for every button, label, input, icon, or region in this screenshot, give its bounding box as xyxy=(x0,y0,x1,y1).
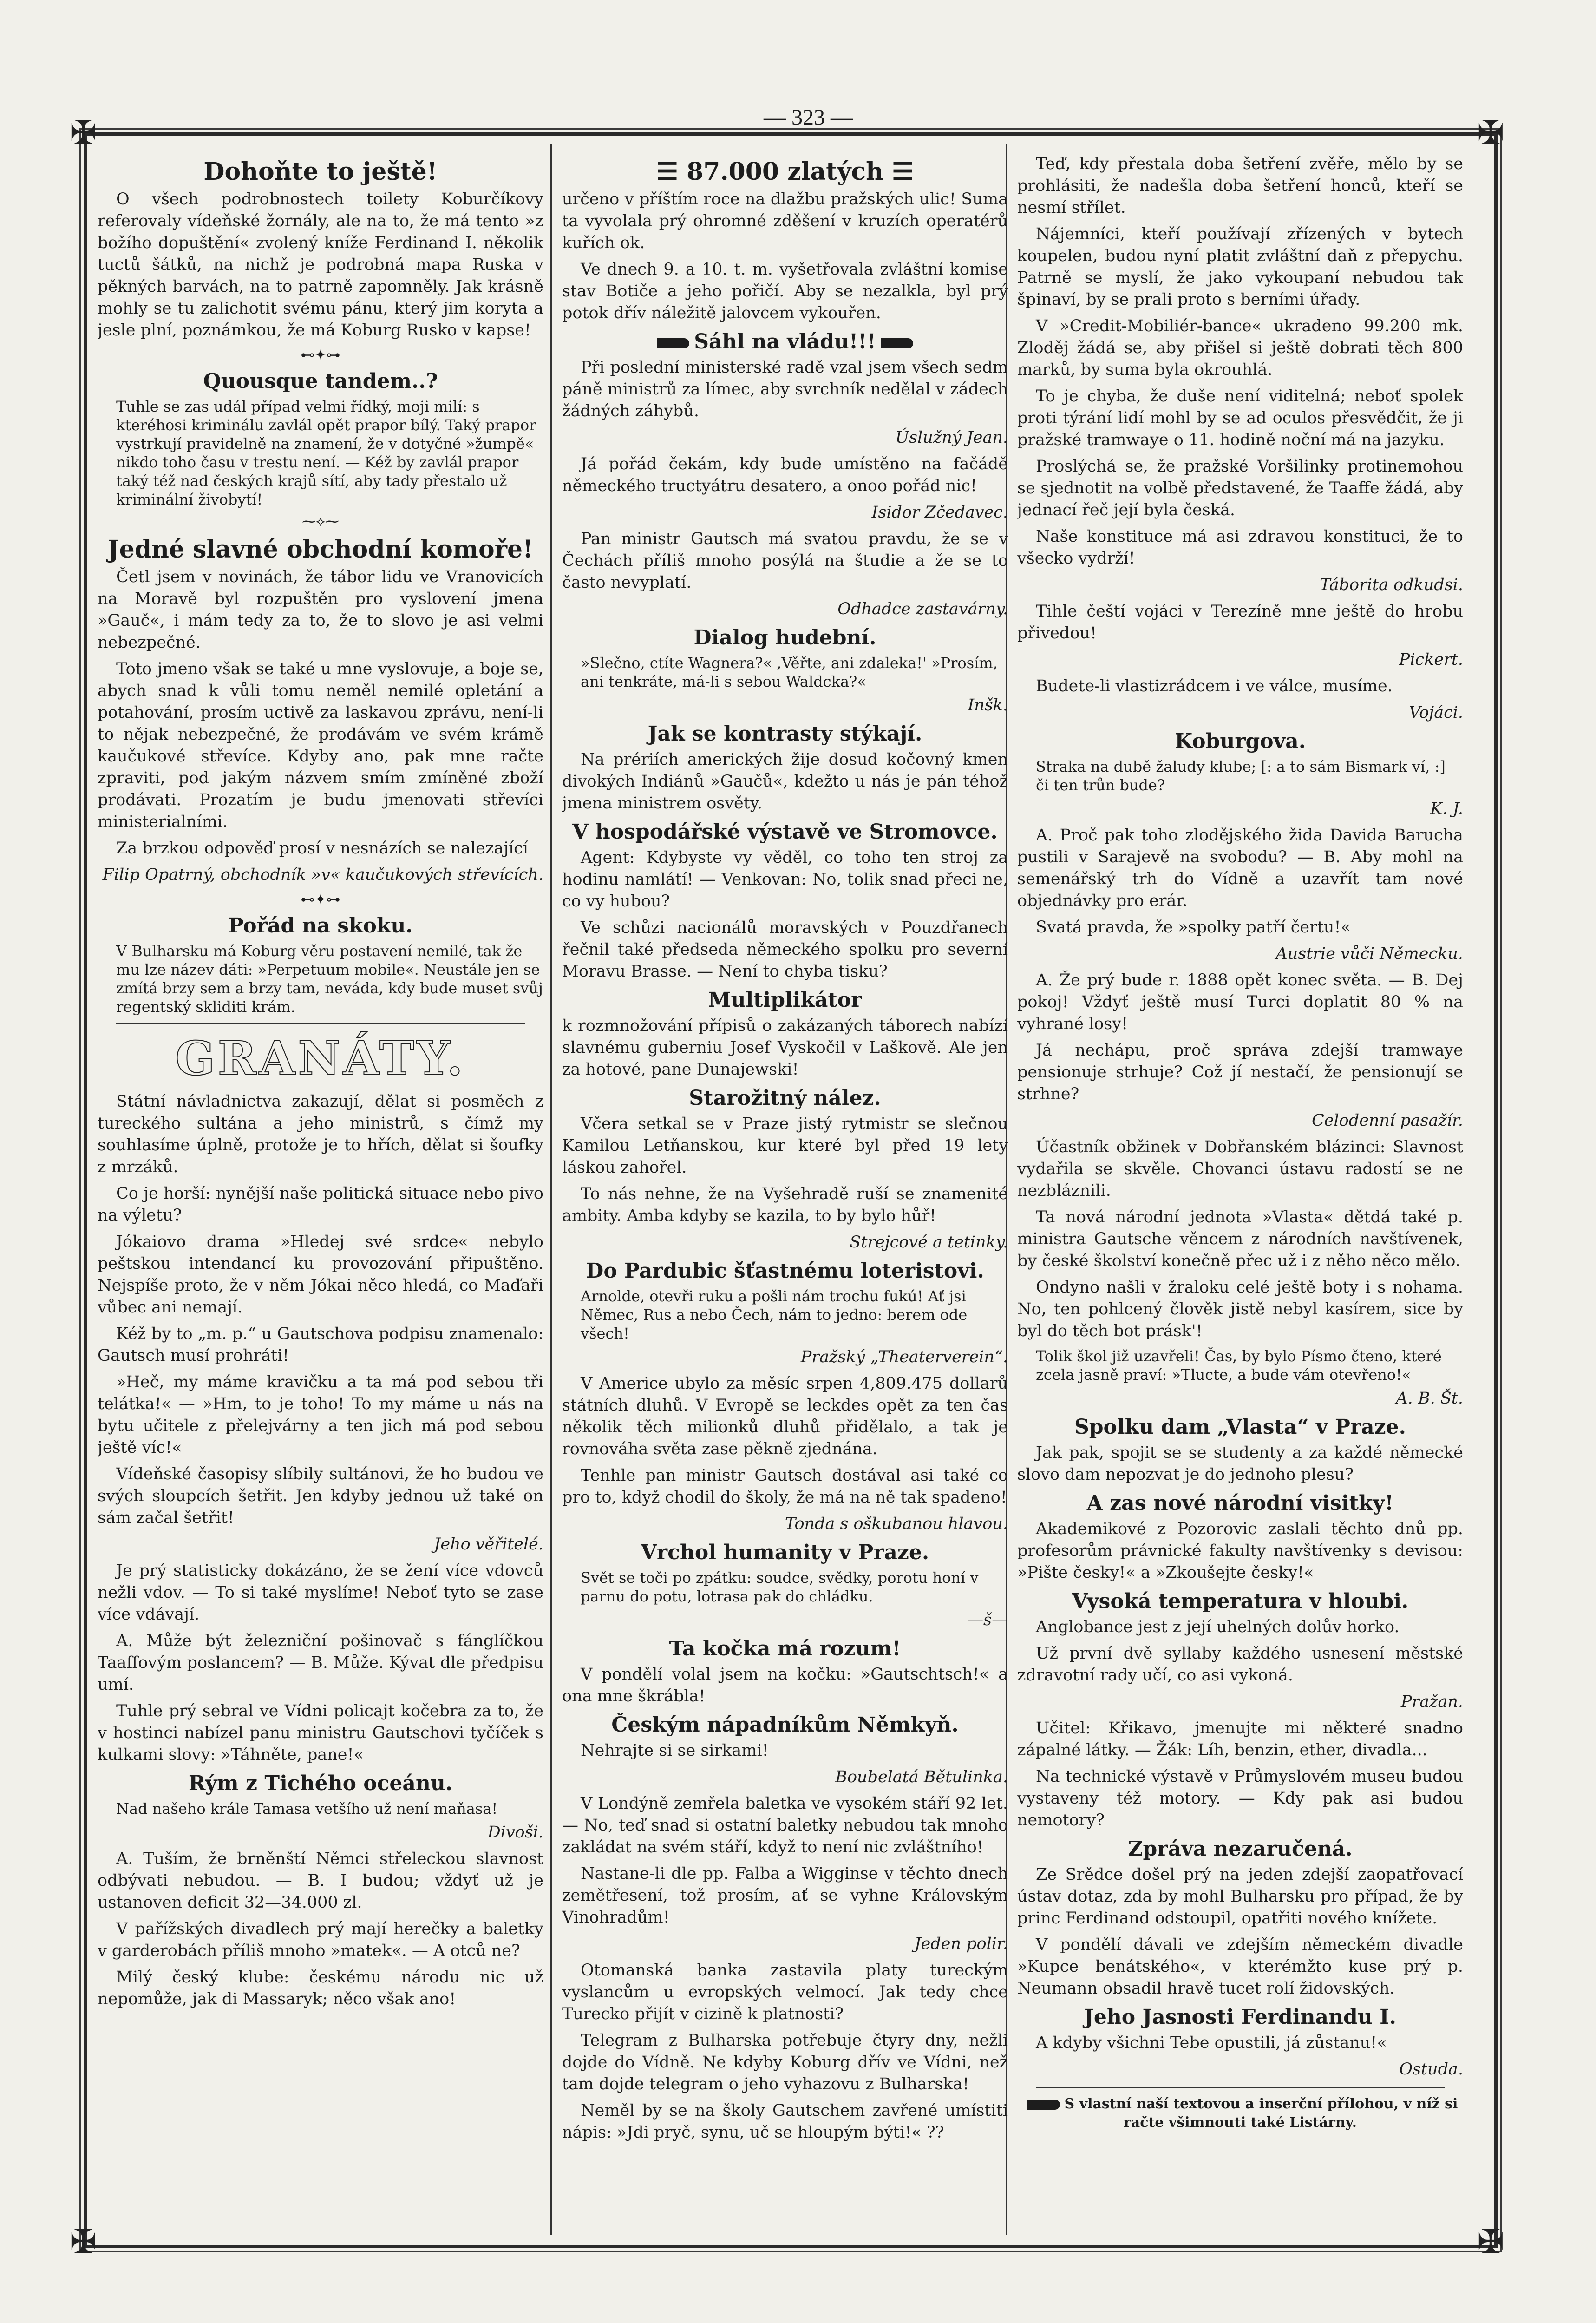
paragraph: k rozmnožování přípisů o zakázaných táborech nabízí slavnému guberniu Josef Vyskočil v Laškově. Ale jen za hotové, pane Dunajewski! xyxy=(562,1017,1008,1079)
poem: Svět se toči po zpátku: soudce, svědky, porotu honí v parnu do potu, lotrasa pak do chládku. xyxy=(581,1569,979,1605)
headline: Ta kočka má rozum! xyxy=(669,1637,901,1660)
page-number: — 323 — xyxy=(764,105,853,130)
paragraph: Vídeňské časopisy slíbily sultánovi, že ho budou ve svých sloupcích šetřit. Jen kdyby jednou už také on sám začal šetřit! xyxy=(98,1465,543,1527)
headline: Jeho Jasnosti Ferdinandu I. xyxy=(1084,2005,1396,2029)
poem: Arnolde, otevři ruku a pošli nám trochu fukú! Ať jsi Němec, Rus a nebo Čech, nám to jedno: berem ode všech! xyxy=(581,1287,968,1342)
headline: Zpráva nezaručená. xyxy=(1128,1837,1353,1861)
poem: Tolik škol již uzavřeli! Čas, by bylo Písmo čteno, které zcela jasně praví: »Tlucte, a bude vám otevřeno!« xyxy=(1036,1347,1442,1384)
paragraph: »Heč, my máme kravičku a ta má pod sebou tři telátka!« — »Hm, to je toho! To my máme u nás na bytu učitele z přelejvárny a ten jich má pod sebou ještě víc!« xyxy=(98,1373,543,1457)
pointing-hand-icon xyxy=(657,338,689,348)
section-title: GRANÁTY. xyxy=(175,1031,466,1086)
headline-text: 87.000 zlatých xyxy=(687,157,883,186)
headline: Rým z Tichého oceánu. xyxy=(188,1772,453,1795)
paragraph: Ta nová národní jednota »Vlasta« dětdá také p. ministra Gautsche věncem z národních navštívenek, by české školství konečně přec už i z něho něco mělo. xyxy=(1017,1208,1463,1270)
signature: A. B. Št. xyxy=(1396,1389,1463,1408)
triple-bar-icon: ☰ xyxy=(883,157,914,186)
paragraph: Učitel: Křikavo, jmenujte mi některé snadno zápalné látky. — Žák: Líh, benzin, ether, divadla... xyxy=(1017,1719,1463,1759)
headline: Quousque tandem..? xyxy=(203,369,438,393)
headline: Dohoňte to ještě! xyxy=(203,157,438,186)
paragraph: Nastane-li dle pp. Falba a Wigginse v těchto dnech zemětřesení, tož prosím, ať se vyhne Královským Vinohradům! xyxy=(562,1864,1008,1927)
paragraph: Co je horší: nynější naše politická situace nebo pivo na výletu? xyxy=(98,1184,543,1225)
signature: —š— xyxy=(967,1611,1008,1629)
headline: Multiplikátor xyxy=(708,988,862,1012)
paragraph: Milý český klube: českému národu nic už nepomůže, jak di Massaryk; něco však ano! xyxy=(98,1968,543,2008)
signature: Strejcové a tetinky. xyxy=(850,1233,1008,1252)
paragraph: V Londýně zemřela baletka ve vysokém stáří 92 let. — No, teď snad si ostatní baletky nebudou tak mnoho zakládat na svém stáří, když to není nic zvláštního! xyxy=(562,1794,1008,1857)
paragraph: Otomanská banka zastavila platy tureckým vyslancům u evropských velmocí. Jak tedy chce Turecko přijít v cizině k platnosti? xyxy=(562,1961,1008,2023)
signature: Táborita odkudsi. xyxy=(1320,576,1463,594)
signature: Inšk. xyxy=(968,696,1008,715)
corner-ornament-icon: ✠ xyxy=(70,2223,97,2261)
paragraph: V »Credit-Mobiliér-bance« ukradeno 99.200 mk. Zloděj žádá se, aby přišel si ještě dobrati těch 800 marků, by suma byla okrouhlá. xyxy=(1017,317,1463,379)
paragraph: Akademikové z Pozorovic zaslali těchto dnů pp. profesorům právnické fakulty navštívenky s devisou: »Pište česky!« a »Zkoušejte česky!« xyxy=(1017,1520,1463,1582)
paragraph: Ve dnech 9. a 10. t. m. vyšetřovala zvláštní komise stav Botiče a jeho pořičí. Aby se nezalkla, byl prý potok dřív náležitě jalovcem vykouřen. xyxy=(562,260,1008,322)
paragraph: V pařížských divadlech prý mají herečky a baletky v garderobách příliš mnoho »matek«. — A otců ne? xyxy=(98,1920,543,1960)
headline: Dialog hudební. xyxy=(693,626,876,650)
paragraph: Svatá pravda, že »spolky patří čertu!« xyxy=(1036,918,1351,937)
paragraph: Na technické výstavě v Průmyslovém museu budou vystaveny též motory. — Kdy pak asi budou nemotory? xyxy=(1017,1767,1463,1830)
paragraph: A. Tuším, že brněnští Němci střeleckou slavnost odbývati nebudou. — B. I budou; vždyť už je ustanoven deficit 32—34.000 zl. xyxy=(98,1850,543,1912)
paragraph: Toto jmeno však se také u mne vyslovuje, a boje se, abych snad k vůli tomu neměl nemilé opletání a potahování, prosím uctivě za laskavou zprávu, není-li to nějak nebezpečné, že prodávám ve svém krámě kaučukové střevíce. Kdyby ano, pak mne račte zpraviti, pod jakým názvem smím zmíněné zboží prodávati. Prozatím je budu jmenovati střevíci ministerialními. xyxy=(98,660,543,831)
headline: Do Pardubic šťastnému loteristovi. xyxy=(586,1259,984,1283)
signature: Tonda s oškubanou hlavou. xyxy=(785,1515,1008,1533)
paragraph: Tuhle prý sebral ve Vídni policajt kočebra za to, že v hostinci nabízel panu ministru Gautschovi tyčíček s kulkami slovy: »Táhněte, pane!« xyxy=(98,1702,543,1764)
headline xyxy=(562,329,1008,355)
signature: Filip Opatrný, obchodník »v« kaučukových střevících. xyxy=(102,866,543,884)
headline: Koburgova. xyxy=(1174,729,1306,753)
paragraph: Četl jsem v novinách, že tábor lidu ve Vranovicích na Moravě byl rozpuštěn pro vyslovení jmena »Gauč«, i mám tedy za to, že to slovo je asi velmi nebezpečné. xyxy=(98,568,543,652)
headline: Jak se kontrasty stýkají. xyxy=(648,722,922,746)
paragraph: Tenhle pan ministr Gautsch dostával asi také co pro to, když chodil do školy, že má na ně tak spadeno! xyxy=(562,1466,1008,1507)
signature: Jeho věřitelé. xyxy=(434,1535,543,1554)
paragraph: Za brzkou odpověď prosí v nesnázích se nalezající xyxy=(116,839,528,858)
signature: Austrie vůči Německu. xyxy=(1275,945,1463,963)
paragraph: Už první dvě syllaby každého usnesení městské zdravotní rady učí, co asi vykoná. xyxy=(1017,1644,1463,1685)
signature: Celodenní pasažír. xyxy=(1311,1111,1463,1130)
paragraph: Jókaiovo drama »Hledej své srdce« nebylo peštskou intendancí ku provozování připuštěno. Nejspíše proto, že v něm Jókai něco hledá, co Maďaři vůbec ani nemají. xyxy=(98,1233,543,1317)
poem: Straka na dubě žaludy klube; [: a to sám Bismark ví, :] či ten trůn bude? xyxy=(1036,758,1446,794)
paragraph: Telegram z Bulharska potřebuje čtyry dny, nežli dojde do Vídně. Ne kdyby Koburg dřív ve Vídni, než tam dojde telegram o jeho vyhazovu z Bulharska! xyxy=(562,2031,1008,2093)
signature: Pražský „Theaterverein“. xyxy=(800,1348,1008,1366)
paragraph: Agent: Kdybyste vy věděl, co toho ten stroj za hodinu namlátí! — Venkovan: No, tolik snad přeci ne, co vy hubou? xyxy=(562,848,1008,911)
paragraph: Nehrajte si se sirkami! xyxy=(581,1741,769,1760)
footnote xyxy=(1017,2095,1463,2132)
corner-ornament-icon: ✠ xyxy=(70,113,97,151)
footnote-text: S vlastní naší textovou a inserční přílohou, v níž si račte všimnouti také Listárny. xyxy=(1064,2096,1458,2131)
paragraph: Proslýchá se, že pražské Voršilinky protinemohou se sjednotit na volbě představené, že Taaffe žádá, aby jednací řeč její byla česká. xyxy=(1017,457,1463,519)
section-divider xyxy=(1036,2087,1445,2088)
paragraph: A kdyby všichni Tebe opustili, já zůstanu!« xyxy=(1036,2034,1387,2052)
pointing-hand-icon xyxy=(1027,2100,1060,2110)
paragraph: O všech podrobnostech toilety Koburčíkovy referovaly vídeňské žornály, ale na to, že má tento »z božího dopuštění« zvolený kníže Ferdinand I. několik tuctů šátků, na nichž je podrobná mapa Ruska v pěkných barvách, na to patrně zapomněly. Jak krásně mohly se tu zalichotit svému pánu, který jim koryta a jesle plní, poznámkou, že má Koburg Rusko v kapse! xyxy=(98,190,543,340)
poem: Tuhle se zas udál případ velmi řídký, moji milí: s kteréhosi kriminálu zavlál opět prapor bílý. Taký prapor vystrkují pravidelně na znamení, že v dotyčné »žumpě« nikdo toho času v trestu není. — Kéž by zavlál prapor taký též nad českých krajů sítí, aby tady přestalo už kriminální živobytí! xyxy=(116,398,536,508)
paragraph: Já pořád čekám, kdy bude umístěno na fačádě německého tructyátru desatero, a onoo pořád nic! xyxy=(562,455,1008,495)
paragraph: Na prériích amerických žije dosud kočovný kmen divokých Indiánů »Gaučů«, kdežto u nás je pán téhož jmena ministrem osvěty. xyxy=(562,750,1008,813)
signature: Divoši. xyxy=(487,1823,543,1842)
signature: Ostuda. xyxy=(1399,2060,1463,2079)
headline: Jedné slavné obchodní komoře! xyxy=(108,535,533,564)
paragraph: Já nechápu, proč správa zdejší tramwaye pensionuje strhuje? Což jí nestačí, že pensionují se strhne? xyxy=(1017,1041,1463,1103)
headline-text: Sáhl na vládu!!! xyxy=(694,330,876,354)
paragraph: určeno v příštím roce na dlažbu pražských ulic! Suma ta vyvolala prý ohromné zděšení v kruzích operatérů kuřích ok. xyxy=(562,190,1008,252)
paragraph: A. Že prý bude r. 1888 opět konec světa. — B. Dej pokoj! Vždyť ještě musí Turci doplatit 80 % na vyhrané losy! xyxy=(1017,971,1463,1033)
paragraph: Naše konstituce má asi zdravou konstituci, že to všecko vydrží! xyxy=(1017,527,1463,568)
column-rule xyxy=(550,144,552,2235)
pointing-hand-icon xyxy=(881,338,913,348)
paragraph: Ve schůzi nacionálů moravských v Pouzdřanech řečnil také předseda německého spolku pro severní Moravu Brasse. — Není to chyba tisku? xyxy=(562,919,1008,981)
paragraph: Teď, kdy přestala doba šetření zvěře, mělo by se prohlásiti, že nadešla doba šetření honců, kteří se nesmí střílet. xyxy=(1017,155,1463,217)
headline: Vrchol humanity v Praze. xyxy=(641,1541,929,1564)
headline: Spolku dam „Vlasta“ v Praze. xyxy=(1074,1415,1406,1439)
signature: Pickert. xyxy=(1399,650,1463,669)
headline: A zas nové národní visitky! xyxy=(1086,1491,1394,1515)
paragraph: V Americe ubylo za měsíc srpen 4,809.475 dollarů státních dluhů. V Evropě se leckdes opět za ten čas několik těch milionků dluhů přidělalo, a tak je rovnováha světa zase pěkně zjednána. xyxy=(562,1374,1008,1458)
headline: Českým nápadníkům Němkyň. xyxy=(611,1713,959,1737)
poem: Nad našeho krále Tamasa vetšího už není maňasa! xyxy=(116,1800,498,1818)
column-3 xyxy=(1017,153,1463,2230)
paragraph: Účastník obžinek v Dobřanském blázinci: Slavnost vydařila se skvěle. Chovanci ústavu radostí se ne nezbláznili. xyxy=(1017,1138,1463,1200)
paragraph: A. Může být železniční pošinovač s fánglíčkou Taaffovým poslancem? — B. Může. Kývat dle předpisu umí. xyxy=(98,1632,543,1694)
paragraph: Tihle čeští vojáci v Terezíně mne ještě do hrobu přivedou! xyxy=(1017,602,1463,643)
headline: Vysoká temperatura v hloubi. xyxy=(1072,1589,1409,1613)
paragraph: Nájemníci, kteří používají zřízených v bytech koupelen, budou nyní platit zvláštní daň z přepychu. Patrně se myslí, že jako vykoupaní nebudou tak špinaví, by se prali proto s berními úřady. xyxy=(1017,225,1463,309)
paragraph: Při poslední ministerské radě vzal jsem všech sedm páně ministrů za límec, aby svrchník nedělal v zádech žádných záhybů. xyxy=(562,358,1008,420)
corner-ornament-icon: ✠ xyxy=(1477,2223,1504,2261)
poem: »Slečno, ctíte Wagnera?« ,Věřte, ani zdaleka!' »Prosím, ani tenkráte, má-li s sebou Waldcka?« xyxy=(581,654,998,690)
paragraph: A. Proč pak toho zlodějského žida Davida Barucha pustili v Sarajevě na svobodu? — B. Aby mohl na semenářský trh do Vídně a uzavřít tam nové objednávky pro erár. xyxy=(1017,826,1463,910)
headline xyxy=(562,157,1008,187)
separator-icon: ⁓⟡⁓ xyxy=(302,513,339,530)
paragraph: To nás nehne, že na Vyšehradě ruší se znamenité ambity. Amba kdyby se kazila, to by bylo hůř! xyxy=(562,1185,1008,1225)
signature: Pražan. xyxy=(1400,1693,1463,1711)
paragraph: Ondyno našli v žraloku celé ještě boty i s nohama. No, ten pohlcený člověk jistě nebyl kasírem, sice by byl do těch bot prásk'! xyxy=(1017,1278,1463,1340)
triple-bar-icon: ☰ xyxy=(656,157,687,186)
signature: Úslužný Jean. xyxy=(895,428,1008,447)
paragraph: To je chyba, že duše není viditelná; neboť spolek proti týrání lidí mohl by se ad oculos přesvědčit, že ji pražské tramwaye o 11. hodině noční má na jazyku. xyxy=(1017,387,1463,449)
headline: V hospodářské výstavě ve Stromovce. xyxy=(572,820,998,844)
poem: V Bulharsku má Koburg věru postavení nemilé, tak že mu lze název dáti: »Perpetuum mobile«. Neustále jen se zmítá brzy sem a brzy tam, neváda, kdy bude muset svůj regentský skliditi krám. xyxy=(116,942,543,1016)
paragraph: V pondělí volal jsem na kočku: »Gautschtsch!« a ona mne škrábla! xyxy=(562,1665,1008,1706)
paragraph: Pan ministr Gautsch má svatou pravdu, že se v Čechách příliš mnoho posýlá na študie a že se to často nevyplatí. xyxy=(562,530,1008,592)
paragraph: Je prý statisticky dokázáno, že se žení více vdovců nežli vdov. — To si také myslíme! Neboť tyto se zase více vdávají. xyxy=(98,1562,543,1624)
paragraph: Neměl by se na školy Gautschem zavřené umístiti nápis: »Jdi pryč, synu, uč se hloupým býti!« ?? xyxy=(562,2101,1008,2142)
signature: Isidor Zčedavec. xyxy=(871,503,1008,522)
headline: Pořád na skoku. xyxy=(228,914,413,938)
signature: K. J. xyxy=(1430,800,1463,818)
paragraph: Včera setkal se v Praze jistý rytmistr se slečnou Kamilou Letňanskou, kur které byl před 19 lety láskou zahořel. xyxy=(562,1115,1008,1177)
column-1 xyxy=(98,153,543,2230)
signature: Odhadce zastavárny. xyxy=(837,600,1008,618)
paragraph: Státní návladnictva zakazují, dělat si posměch z tureckého sultána a jeho ministrů, s čímž my souhlasíme úplně, protože je to hřích, dělat si šoufky z mrzáků. xyxy=(98,1092,543,1176)
signature: Vojáci. xyxy=(1409,703,1463,722)
paragraph: V pondělí dávali ve zdejším německém divadle »Kupce benátského«, v kterémžto kuse prý p. Neumann obsadil hravě tucet rolí židovských. xyxy=(1017,1936,1463,1998)
paragraph: Anglobance jest z její uhelných dolův horko. xyxy=(1036,1618,1400,1636)
separator-icon: ⊷✦⊶ xyxy=(301,347,340,363)
paragraph: Kéž by to „m. p.“ u Gautschova podpisu znamenalo: Gautsch musí prohráti! xyxy=(98,1325,543,1365)
separator-icon: ⊷✦⊶ xyxy=(301,892,340,908)
column-2 xyxy=(562,153,1008,2230)
paragraph: Ze Srědce došel prý na jeden zdejší zaopatřovací ústav dotaz, zda by mohl Bulharsku pro případ, že by princ Ferdinand odstoupil, opatřiti nového knížete. xyxy=(1017,1865,1463,1928)
headline: Starožitný nález. xyxy=(689,1086,881,1110)
signature: Boubelatá Bětulinka. xyxy=(835,1768,1008,1786)
section-divider xyxy=(116,1023,525,1024)
signature: Jeden polir. xyxy=(914,1935,1008,1953)
corner-ornament-icon: ✠ xyxy=(1477,113,1504,151)
paragraph: Budete-li vlastizrádcem i ve válce, musíme. xyxy=(1036,677,1393,696)
paragraph: Jak pak, spojit se se studenty a za každé německé slovo dam nepozvat je do jednoho plesu? xyxy=(1017,1444,1463,1484)
